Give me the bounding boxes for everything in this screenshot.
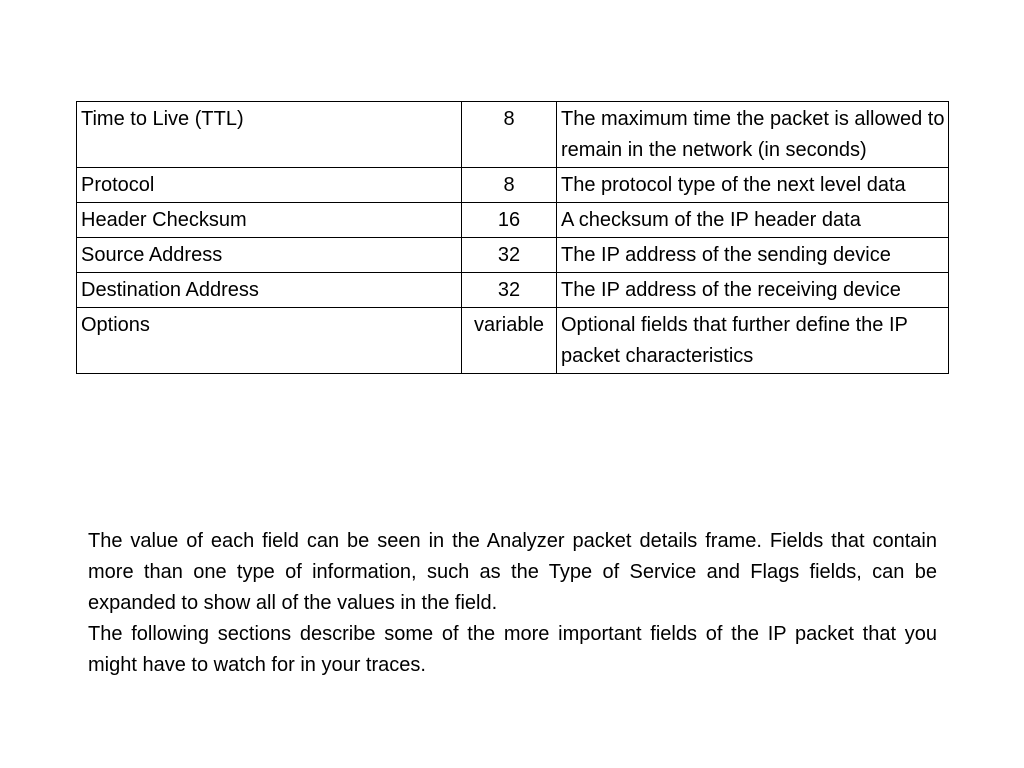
field-name-cell: Source Address [77, 238, 462, 273]
field-length-cell: 32 [462, 238, 557, 273]
table-row [77, 102, 949, 168]
field-description-cell: The protocol type of the next level data [557, 168, 949, 203]
field-name-cell: Destination Address [77, 273, 462, 308]
field-description-cell: The maximum time the packet is allowed to remain in the network (in seconds) [557, 102, 949, 168]
field-description-cell: Optional fields that further define the IP packet characteristics [557, 308, 949, 374]
field-length-cell: 16 [462, 203, 557, 238]
field-length-cell: 8 [462, 102, 557, 168]
table-row [77, 273, 949, 308]
field-description-cell: A checksum of the IP header data [557, 203, 949, 238]
table-row [77, 308, 949, 374]
field-name-cell: Time to Live (TTL) [77, 102, 462, 168]
table-row [77, 238, 949, 273]
field-length-cell: 8 [462, 168, 557, 203]
table-row [77, 168, 949, 203]
field-name-cell: Options [77, 308, 462, 374]
body-paragraph: The following sections describe some of the more important fields of the IP packet that you might have to watch for in your traces. [88, 623, 937, 676]
body-paragraph: The value of each field can be seen in the Analyzer packet details frame. Fields that contain more than one type of information, such as the Type of Service and Flags fields, can be expanded to show all of the values in the field. [88, 530, 937, 614]
ip-header-fields-table [76, 101, 949, 374]
field-description-cell: The IP address of the receiving device [557, 273, 949, 308]
field-length-cell: variable [462, 308, 557, 374]
field-name-cell: Protocol [77, 168, 462, 203]
field-name-cell: Header Checksum [77, 203, 462, 238]
body-text [88, 526, 937, 681]
field-description-cell: The IP address of the sending device [557, 238, 949, 273]
field-length-cell: 32 [462, 273, 557, 308]
table-row [77, 203, 949, 238]
